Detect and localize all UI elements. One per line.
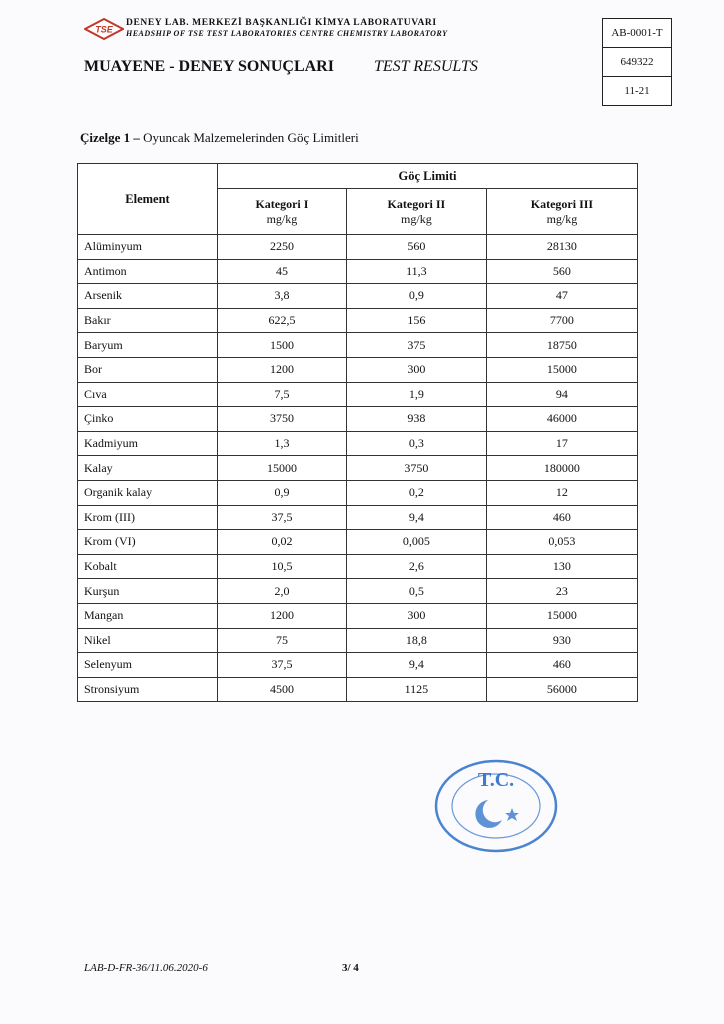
limit-value-cell: 28130 [486, 235, 637, 260]
col-header-category-1 [218, 189, 347, 235]
table-row [78, 480, 638, 505]
category-name: Kategori II [387, 196, 446, 211]
category-name: Kategori I [255, 196, 309, 211]
element-name-cell: Nikel [78, 628, 218, 653]
limit-value-cell: 7,5 [218, 382, 347, 407]
limit-value-cell: 0,9 [218, 480, 347, 505]
element-name-cell: Cıva [78, 382, 218, 407]
limit-value-cell: 3750 [218, 407, 347, 432]
element-name-cell: Organik kalay [78, 480, 218, 505]
ref-number: 649322 [603, 48, 671, 77]
limit-value-cell: 3,8 [218, 284, 347, 309]
table-row [78, 382, 638, 407]
form-code: LAB-D-FR-36/11.06.2020-6 [84, 962, 208, 974]
limit-value-cell: 0,5 [346, 579, 486, 604]
element-name-cell: Krom (III) [78, 505, 218, 530]
limit-value-cell: 46000 [486, 407, 637, 432]
limit-value-cell: 2,6 [346, 554, 486, 579]
table-row [78, 284, 638, 309]
limit-value-cell: 0,02 [218, 530, 347, 555]
category-unit: mg/kg [401, 211, 432, 226]
doc-title-en: TEST RESULTS [374, 58, 478, 75]
limit-value-cell: 560 [486, 259, 637, 284]
limit-value-cell: 18,8 [346, 628, 486, 653]
limit-value-cell: 56000 [486, 677, 637, 702]
limit-value-cell: 156 [346, 308, 486, 333]
limit-value-cell: 0,005 [346, 530, 486, 555]
reference-box [602, 18, 672, 106]
col-header-element: Element [78, 164, 218, 235]
limit-value-cell: 1200 [218, 357, 347, 382]
limit-value-cell: 15000 [486, 357, 637, 382]
table-row [78, 628, 638, 653]
element-name-cell: Mangan [78, 603, 218, 628]
table-row [78, 603, 638, 628]
page-number: 3/ 4 [342, 962, 359, 974]
element-name-cell: Kobalt [78, 554, 218, 579]
table-row [78, 407, 638, 432]
limit-value-cell: 75 [218, 628, 347, 653]
element-name-cell: Kalay [78, 456, 218, 481]
limit-value-cell: 1,3 [218, 431, 347, 456]
limit-value-cell: 15000 [218, 456, 347, 481]
element-name-cell: Çinko [78, 407, 218, 432]
ref-code: AB-0001-T [603, 19, 671, 48]
limit-value-cell: 1,9 [346, 382, 486, 407]
limit-value-cell: 17 [486, 431, 637, 456]
element-name-cell: Bakır [78, 308, 218, 333]
table-row [78, 357, 638, 382]
limit-value-cell: 9,4 [346, 653, 486, 678]
limit-value-cell: 130 [486, 554, 637, 579]
col-header-category-3 [486, 189, 637, 235]
limit-value-cell: 300 [346, 357, 486, 382]
limit-value-cell: 0,9 [346, 284, 486, 309]
category-name: Kategori III [530, 196, 594, 211]
limit-value-cell: 37,5 [218, 505, 347, 530]
limit-value-cell: 0,2 [346, 480, 486, 505]
stamp-text: T.C. [477, 769, 515, 791]
limit-value-cell: 1125 [346, 677, 486, 702]
crescent-icon [475, 800, 502, 828]
limit-value-cell: 1200 [218, 603, 347, 628]
limit-value-cell: 37,5 [218, 653, 347, 678]
limit-value-cell: 2,0 [218, 579, 347, 604]
limit-value-cell: 2250 [218, 235, 347, 260]
element-name-cell: Alüminyum [78, 235, 218, 260]
table-row [78, 259, 638, 284]
table-row [78, 653, 638, 678]
limit-value-cell: 23 [486, 579, 637, 604]
limit-value-cell: 0,3 [346, 431, 486, 456]
table-row [78, 456, 638, 481]
limit-value-cell: 45 [218, 259, 347, 284]
element-name-cell: Krom (VI) [78, 530, 218, 555]
limit-value-cell: 11,3 [346, 259, 486, 284]
logo-text: TSE [95, 24, 113, 35]
limit-value-cell: 12 [486, 480, 637, 505]
table-row [78, 235, 638, 260]
official-stamp [432, 756, 560, 856]
table-row [78, 579, 638, 604]
category-unit: mg/kg [266, 211, 298, 226]
table-row [78, 554, 638, 579]
col-group-header: Göç Limiti [218, 164, 638, 189]
element-name-cell: Bor [78, 357, 218, 382]
limit-value-cell: 560 [346, 235, 486, 260]
limit-value-cell: 4500 [218, 677, 347, 702]
col-header-category-2 [346, 189, 486, 235]
doc-title: MUAYENE - DENEY SONUÇLARI [84, 58, 334, 75]
tse-logo [84, 18, 124, 40]
limit-value-cell: 1500 [218, 333, 347, 358]
limit-value-cell: 300 [346, 603, 486, 628]
table-row [78, 530, 638, 555]
element-name-cell: Kadmiyum [78, 431, 218, 456]
limit-value-cell: 460 [486, 505, 637, 530]
limit-value-cell: 0,053 [486, 530, 637, 555]
limit-value-cell: 10,5 [218, 554, 347, 579]
limit-value-cell: 3750 [346, 456, 486, 481]
table-row [78, 431, 638, 456]
org-name-en: HEADSHIP OF TSE TEST LABORATORIES CENTRE CHEMISTRY LABORATORY [126, 29, 448, 38]
limit-value-cell: 938 [346, 407, 486, 432]
element-name-cell: Stronsiyum [78, 677, 218, 702]
limit-value-cell: 7700 [486, 308, 637, 333]
table-caption [80, 130, 359, 146]
limit-value-cell: 930 [486, 628, 637, 653]
ref-period: 11-21 [624, 85, 650, 97]
caption-label: Çizelge 1 – [80, 130, 140, 145]
table-row [78, 505, 638, 530]
limit-value-cell: 9,4 [346, 505, 486, 530]
element-name-cell: Baryum [78, 333, 218, 358]
org-name-tr: DENEY LAB. MERKEZİ BAŞKANLIĞI KİMYA LABORATUVARI [126, 18, 437, 28]
category-unit: mg/kg [546, 211, 578, 226]
element-name-cell: Arsenik [78, 284, 218, 309]
limit-value-cell: 460 [486, 653, 637, 678]
limit-value-cell: 94 [486, 382, 637, 407]
migration-limits-table [77, 163, 638, 702]
table-row [78, 333, 638, 358]
element-name-cell: Antimon [78, 259, 218, 284]
limit-value-cell: 375 [346, 333, 486, 358]
caption-text: Oyuncak Malzemelerinden Göç Limitleri [139, 130, 359, 145]
limit-value-cell: 622,5 [218, 308, 347, 333]
limit-value-cell: 180000 [486, 456, 637, 481]
star-icon [505, 808, 519, 821]
limit-value-cell: 18750 [486, 333, 637, 358]
table-row [78, 677, 638, 702]
element-name-cell: Kurşun [78, 579, 218, 604]
table-body [78, 235, 638, 702]
element-name-cell: Selenyum [78, 653, 218, 678]
table-row [78, 308, 638, 333]
limit-value-cell: 47 [486, 284, 637, 309]
limit-value-cell: 15000 [486, 603, 637, 628]
